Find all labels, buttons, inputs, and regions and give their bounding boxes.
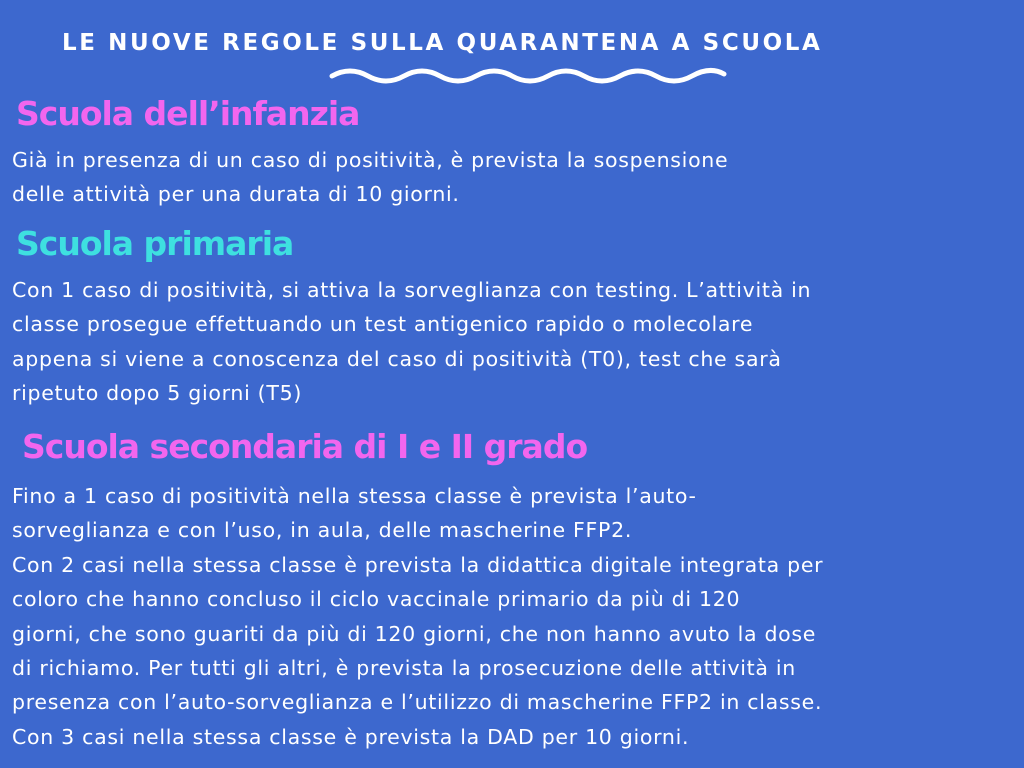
text-line: di richiamo. Per tutti gli altri, è prevista la prosecuzione delle attività in [12,656,796,681]
paragraph-scuola-secondaria [12,479,823,754]
heading-scuola-primaria: Scuola primaria [16,224,294,263]
text-line: presenza con l’auto-sorveglianza e l’utilizzo di mascherine FFP2 in classe. [12,690,823,715]
paragraph-scuola-infanzia [12,143,728,212]
text-line: appena si viene a conoscenza del caso di positività (T0), test che sarà [12,346,782,371]
text-line: Fino a 1 caso di positività nella stessa classe è prevista l’auto- [12,484,697,508]
wavy-underline-decoration [328,64,728,86]
text-line: sorveglianza e con l’uso, in aula, delle mascherine FFP2. [12,518,633,543]
text-line: delle attività per una durata di 10 giorni. [12,182,460,207]
page-title: LE NUOVE REGOLE SULLA QUARANTENA A SCUOLA [62,30,823,56]
text-line: classe prosegue effettuando un test antigenico rapido o molecolare [12,312,754,337]
text-line: Con 1 caso di positività, si attiva la sorveglianza con testing. L’attività in [12,278,812,302]
text-line: Con 2 casi nella stessa classe è prevista la didattica digitale integrata per [12,552,824,577]
paragraph-scuola-primaria [12,273,811,411]
text-line: giorni, che sono guariti da più di 120 giorni, che non hanno avuto la dose [12,621,817,646]
text-line: ripetuto dopo 5 giorni (T5) [12,381,303,406]
text-line: Con 3 casi nella stessa classe è prevista la DAD per 10 giorni. [12,724,690,749]
heading-scuola-secondaria: Scuola secondaria di I e II grado [22,427,588,466]
text-line: coloro che hanno concluso il ciclo vaccinale primario da più di 120 [12,587,741,612]
heading-scuola-infanzia: Scuola dell’infanzia [16,94,360,133]
text-line: Già in presenza di un caso di positività, è prevista la sospensione [12,148,729,172]
